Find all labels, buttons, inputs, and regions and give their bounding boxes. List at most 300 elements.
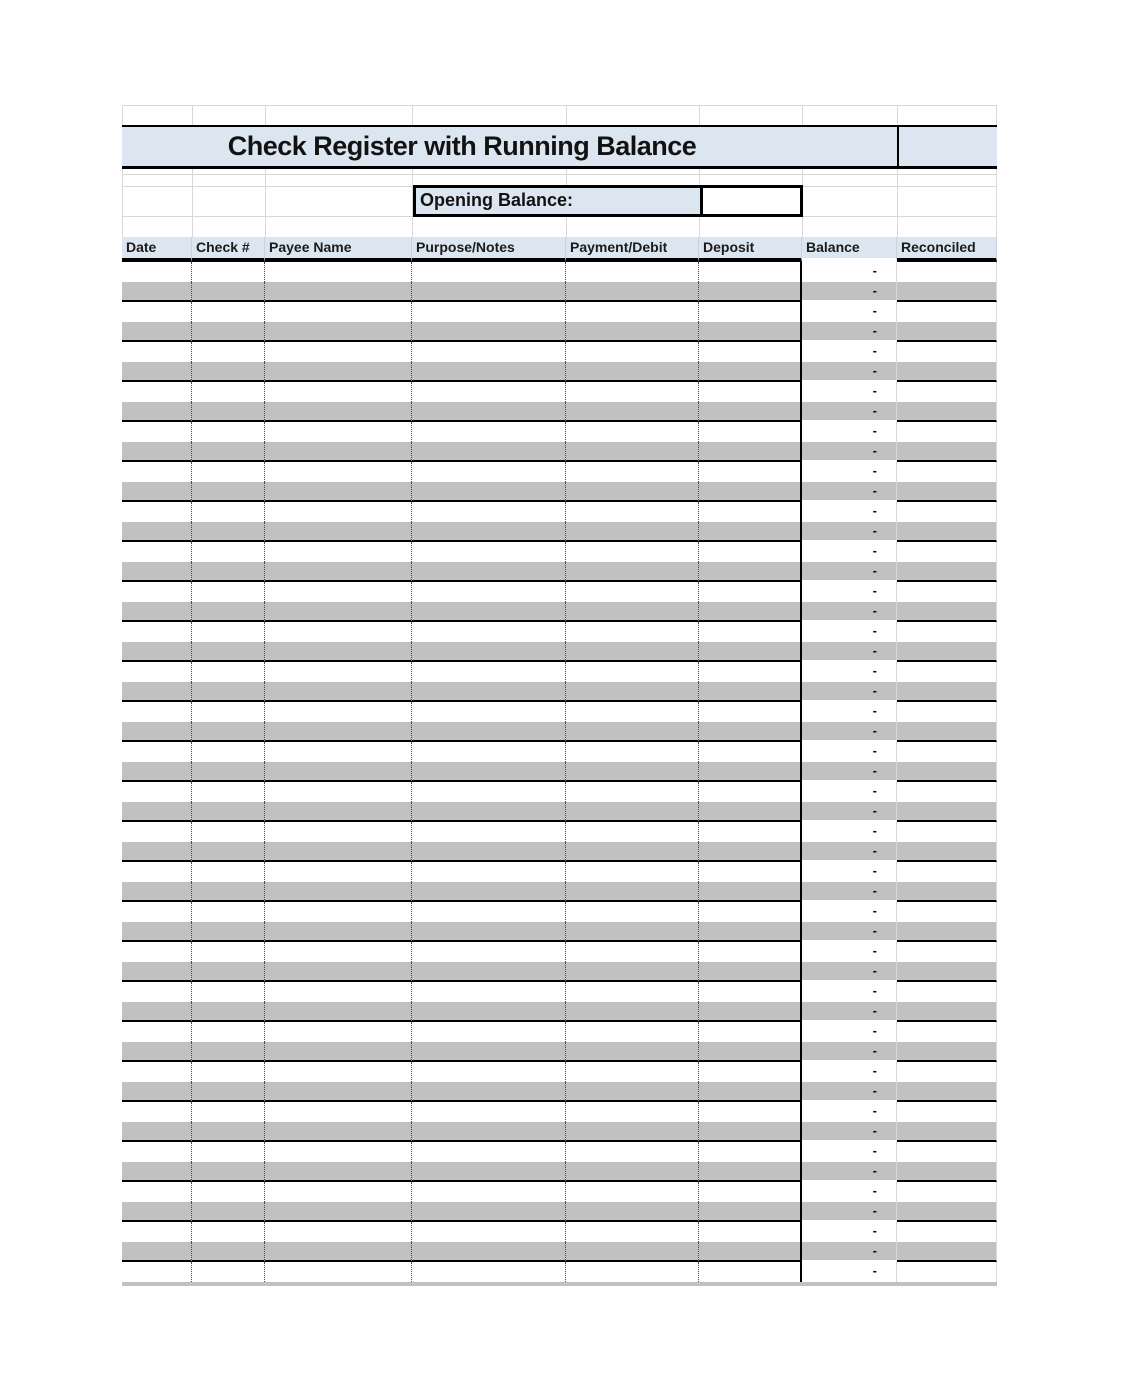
- cell-check_no[interactable]: [192, 1162, 265, 1182]
- cell-purpose[interactable]: [412, 1142, 566, 1162]
- cell-payment[interactable]: [566, 342, 699, 362]
- cell-payment[interactable]: [566, 1042, 699, 1062]
- cell-reconciled[interactable]: [897, 842, 997, 862]
- cell-date[interactable]: [122, 1002, 192, 1022]
- cell-purpose[interactable]: [412, 502, 566, 522]
- cell-balance[interactable]: -: [802, 1102, 897, 1122]
- cell-reconciled[interactable]: [897, 262, 997, 282]
- cell-reconciled[interactable]: [897, 1042, 997, 1062]
- cell-date[interactable]: [122, 762, 192, 782]
- cell-date[interactable]: [122, 382, 192, 402]
- cell-deposit[interactable]: [699, 742, 802, 762]
- cell-purpose[interactable]: [412, 882, 566, 902]
- cell-balance[interactable]: -: [802, 882, 897, 902]
- cell-reconciled[interactable]: [897, 622, 997, 642]
- cell-date[interactable]: [122, 422, 192, 442]
- cell-payee[interactable]: [265, 1122, 412, 1142]
- cell-reconciled[interactable]: [897, 1062, 997, 1082]
- cell-date[interactable]: [122, 1082, 192, 1102]
- cell-check_no[interactable]: [192, 1002, 265, 1022]
- cell-balance[interactable]: -: [802, 322, 897, 342]
- cell-purpose[interactable]: [412, 402, 566, 422]
- cell-purpose[interactable]: [412, 722, 566, 742]
- cell-payee[interactable]: [265, 282, 412, 302]
- cell-check_no[interactable]: [192, 262, 265, 282]
- cell-deposit[interactable]: [699, 942, 802, 962]
- cell-payment[interactable]: [566, 1242, 699, 1262]
- cell-reconciled[interactable]: [897, 322, 997, 342]
- cell-reconciled[interactable]: [897, 1222, 997, 1242]
- cell-balance[interactable]: -: [802, 1162, 897, 1182]
- cell-payment[interactable]: [566, 442, 699, 462]
- cell-check_no[interactable]: [192, 802, 265, 822]
- cell-payee[interactable]: [265, 502, 412, 522]
- cell-deposit[interactable]: [699, 902, 802, 922]
- cell-purpose[interactable]: [412, 1082, 566, 1102]
- cell-payment[interactable]: [566, 542, 699, 562]
- cell-date[interactable]: [122, 1122, 192, 1142]
- cell-reconciled[interactable]: [897, 662, 997, 682]
- cell-balance[interactable]: -: [802, 1202, 897, 1222]
- cell-payee[interactable]: [265, 462, 412, 482]
- cell-deposit[interactable]: [699, 462, 802, 482]
- cell-date[interactable]: [122, 402, 192, 422]
- cell-check_no[interactable]: [192, 902, 265, 922]
- cell-payment[interactable]: [566, 1202, 699, 1222]
- cell-deposit[interactable]: [699, 702, 802, 722]
- cell-payment[interactable]: [566, 1002, 699, 1022]
- cell-purpose[interactable]: [412, 1162, 566, 1182]
- cell-purpose[interactable]: [412, 1182, 566, 1202]
- cell-payee[interactable]: [265, 1022, 412, 1042]
- cell-deposit[interactable]: [699, 522, 802, 542]
- cell-reconciled[interactable]: [897, 382, 997, 402]
- cell-balance[interactable]: -: [802, 1242, 897, 1262]
- cell-payee[interactable]: [265, 802, 412, 822]
- cell-payee[interactable]: [265, 622, 412, 642]
- cell-deposit[interactable]: [699, 502, 802, 522]
- cell-payee[interactable]: [265, 722, 412, 742]
- cell-deposit[interactable]: [699, 1182, 802, 1202]
- cell-payment[interactable]: [566, 582, 699, 602]
- cell-balance[interactable]: -: [802, 1262, 897, 1282]
- cell-balance[interactable]: -: [802, 1022, 897, 1042]
- cell-payee[interactable]: [265, 682, 412, 702]
- cell-purpose[interactable]: [412, 1062, 566, 1082]
- cell-check_no[interactable]: [192, 962, 265, 982]
- cell-payment[interactable]: [566, 742, 699, 762]
- cell-purpose[interactable]: [412, 602, 566, 622]
- opening-balance-input[interactable]: [703, 188, 800, 214]
- cell-balance[interactable]: -: [802, 622, 897, 642]
- cell-payment[interactable]: [566, 322, 699, 342]
- cell-balance[interactable]: -: [802, 862, 897, 882]
- cell-check_no[interactable]: [192, 842, 265, 862]
- cell-date[interactable]: [122, 362, 192, 382]
- cell-payee[interactable]: [265, 742, 412, 762]
- cell-purpose[interactable]: [412, 982, 566, 1002]
- cell-deposit[interactable]: [699, 382, 802, 402]
- cell-deposit[interactable]: [699, 1062, 802, 1082]
- cell-purpose[interactable]: [412, 902, 566, 922]
- cell-date[interactable]: [122, 982, 192, 1002]
- cell-deposit[interactable]: [699, 1082, 802, 1102]
- cell-purpose[interactable]: [412, 862, 566, 882]
- cell-deposit[interactable]: [699, 622, 802, 642]
- cell-payee[interactable]: [265, 1082, 412, 1102]
- cell-payment[interactable]: [566, 1082, 699, 1102]
- cell-payee[interactable]: [265, 542, 412, 562]
- cell-purpose[interactable]: [412, 562, 566, 582]
- cell-check_no[interactable]: [192, 322, 265, 342]
- cell-reconciled[interactable]: [897, 982, 997, 1002]
- cell-payee[interactable]: [265, 762, 412, 782]
- cell-date[interactable]: [122, 282, 192, 302]
- cell-balance[interactable]: -: [802, 1142, 897, 1162]
- cell-payee[interactable]: [265, 842, 412, 862]
- cell-payee[interactable]: [265, 1102, 412, 1122]
- cell-purpose[interactable]: [412, 822, 566, 842]
- cell-payee[interactable]: [265, 782, 412, 802]
- cell-reconciled[interactable]: [897, 422, 997, 442]
- cell-balance[interactable]: -: [802, 462, 897, 482]
- cell-date[interactable]: [122, 342, 192, 362]
- cell-payment[interactable]: [566, 762, 699, 782]
- cell-payee[interactable]: [265, 1042, 412, 1062]
- cell-check_no[interactable]: [192, 762, 265, 782]
- cell-check_no[interactable]: [192, 1022, 265, 1042]
- cell-purpose[interactable]: [412, 1222, 566, 1242]
- cell-date[interactable]: [122, 662, 192, 682]
- cell-purpose[interactable]: [412, 462, 566, 482]
- cell-payment[interactable]: [566, 722, 699, 742]
- cell-balance[interactable]: -: [802, 1062, 897, 1082]
- cell-balance[interactable]: -: [802, 282, 897, 302]
- cell-payee[interactable]: [265, 422, 412, 442]
- cell-purpose[interactable]: [412, 542, 566, 562]
- cell-purpose[interactable]: [412, 302, 566, 322]
- cell-check_no[interactable]: [192, 302, 265, 322]
- cell-reconciled[interactable]: [897, 362, 997, 382]
- cell-payee[interactable]: [265, 402, 412, 422]
- cell-payee[interactable]: [265, 702, 412, 722]
- cell-payment[interactable]: [566, 1162, 699, 1182]
- cell-reconciled[interactable]: [897, 442, 997, 462]
- cell-payee[interactable]: [265, 882, 412, 902]
- cell-payee[interactable]: [265, 1062, 412, 1082]
- cell-deposit[interactable]: [699, 1262, 802, 1282]
- cell-deposit[interactable]: [699, 882, 802, 902]
- cell-reconciled[interactable]: [897, 1122, 997, 1142]
- cell-check_no[interactable]: [192, 782, 265, 802]
- cell-date[interactable]: [122, 802, 192, 822]
- cell-check_no[interactable]: [192, 362, 265, 382]
- cell-deposit[interactable]: [699, 1042, 802, 1062]
- cell-balance[interactable]: -: [802, 1042, 897, 1062]
- cell-deposit[interactable]: [699, 842, 802, 862]
- cell-purpose[interactable]: [412, 662, 566, 682]
- cell-payment[interactable]: [566, 882, 699, 902]
- cell-date[interactable]: [122, 602, 192, 622]
- cell-deposit[interactable]: [699, 922, 802, 942]
- cell-payment[interactable]: [566, 862, 699, 882]
- cell-payee[interactable]: [265, 902, 412, 922]
- cell-payee[interactable]: [265, 1142, 412, 1162]
- cell-payee[interactable]: [265, 942, 412, 962]
- cell-payee[interactable]: [265, 262, 412, 282]
- cell-check_no[interactable]: [192, 942, 265, 962]
- cell-payment[interactable]: [566, 1182, 699, 1202]
- cell-date[interactable]: [122, 822, 192, 842]
- cell-check_no[interactable]: [192, 1262, 265, 1282]
- cell-check_no[interactable]: [192, 702, 265, 722]
- cell-purpose[interactable]: [412, 922, 566, 942]
- cell-check_no[interactable]: [192, 502, 265, 522]
- cell-check_no[interactable]: [192, 682, 265, 702]
- cell-check_no[interactable]: [192, 562, 265, 582]
- cell-deposit[interactable]: [699, 962, 802, 982]
- cell-deposit[interactable]: [699, 262, 802, 282]
- cell-payment[interactable]: [566, 262, 699, 282]
- cell-reconciled[interactable]: [897, 1002, 997, 1022]
- cell-date[interactable]: [122, 502, 192, 522]
- cell-check_no[interactable]: [192, 402, 265, 422]
- cell-date[interactable]: [122, 1202, 192, 1222]
- cell-payment[interactable]: [566, 822, 699, 842]
- cell-purpose[interactable]: [412, 782, 566, 802]
- cell-balance[interactable]: -: [802, 902, 897, 922]
- cell-balance[interactable]: -: [802, 562, 897, 582]
- cell-deposit[interactable]: [699, 1142, 802, 1162]
- cell-deposit[interactable]: [699, 282, 802, 302]
- cell-date[interactable]: [122, 1022, 192, 1042]
- cell-purpose[interactable]: [412, 702, 566, 722]
- cell-deposit[interactable]: [699, 442, 802, 462]
- cell-purpose[interactable]: [412, 1102, 566, 1122]
- cell-balance[interactable]: -: [802, 722, 897, 742]
- cell-check_no[interactable]: [192, 442, 265, 462]
- cell-purpose[interactable]: [412, 442, 566, 462]
- cell-date[interactable]: [122, 522, 192, 542]
- cell-balance[interactable]: -: [802, 402, 897, 422]
- cell-reconciled[interactable]: [897, 1162, 997, 1182]
- cell-payee[interactable]: [265, 362, 412, 382]
- cell-date[interactable]: [122, 622, 192, 642]
- cell-purpose[interactable]: [412, 322, 566, 342]
- cell-balance[interactable]: -: [802, 842, 897, 862]
- cell-check_no[interactable]: [192, 1102, 265, 1122]
- cell-date[interactable]: [122, 1262, 192, 1282]
- cell-date[interactable]: [122, 942, 192, 962]
- cell-payment[interactable]: [566, 1222, 699, 1242]
- cell-reconciled[interactable]: [897, 782, 997, 802]
- cell-check_no[interactable]: [192, 382, 265, 402]
- cell-reconciled[interactable]: [897, 1142, 997, 1162]
- cell-balance[interactable]: -: [802, 442, 897, 462]
- cell-balance[interactable]: -: [802, 382, 897, 402]
- cell-deposit[interactable]: [699, 1102, 802, 1122]
- cell-payee[interactable]: [265, 442, 412, 462]
- cell-reconciled[interactable]: [897, 602, 997, 622]
- cell-date[interactable]: [122, 922, 192, 942]
- cell-deposit[interactable]: [699, 362, 802, 382]
- cell-payee[interactable]: [265, 342, 412, 362]
- cell-balance[interactable]: -: [802, 582, 897, 602]
- cell-reconciled[interactable]: [897, 762, 997, 782]
- cell-payment[interactable]: [566, 902, 699, 922]
- cell-payment[interactable]: [566, 642, 699, 662]
- cell-deposit[interactable]: [699, 562, 802, 582]
- cell-balance[interactable]: -: [802, 1002, 897, 1022]
- cell-date[interactable]: [122, 1182, 192, 1202]
- cell-reconciled[interactable]: [897, 802, 997, 822]
- cell-purpose[interactable]: [412, 362, 566, 382]
- cell-deposit[interactable]: [699, 302, 802, 322]
- cell-balance[interactable]: -: [802, 542, 897, 562]
- cell-deposit[interactable]: [699, 1242, 802, 1262]
- cell-deposit[interactable]: [699, 422, 802, 442]
- cell-payment[interactable]: [566, 602, 699, 622]
- cell-purpose[interactable]: [412, 622, 566, 642]
- cell-check_no[interactable]: [192, 1062, 265, 1082]
- cell-deposit[interactable]: [699, 862, 802, 882]
- cell-date[interactable]: [122, 702, 192, 722]
- cell-payee[interactable]: [265, 1222, 412, 1242]
- cell-date[interactable]: [122, 482, 192, 502]
- cell-deposit[interactable]: [699, 402, 802, 422]
- cell-reconciled[interactable]: [897, 402, 997, 422]
- cell-date[interactable]: [122, 842, 192, 862]
- cell-reconciled[interactable]: [897, 902, 997, 922]
- cell-payee[interactable]: [265, 582, 412, 602]
- cell-balance[interactable]: -: [802, 502, 897, 522]
- cell-check_no[interactable]: [192, 862, 265, 882]
- cell-payment[interactable]: [566, 662, 699, 682]
- cell-balance[interactable]: -: [802, 782, 897, 802]
- cell-payment[interactable]: [566, 1062, 699, 1082]
- cell-date[interactable]: [122, 322, 192, 342]
- cell-balance[interactable]: -: [802, 922, 897, 942]
- cell-check_no[interactable]: [192, 1222, 265, 1242]
- cell-date[interactable]: [122, 1062, 192, 1082]
- cell-payment[interactable]: [566, 462, 699, 482]
- cell-balance[interactable]: -: [802, 662, 897, 682]
- cell-deposit[interactable]: [699, 1022, 802, 1042]
- cell-purpose[interactable]: [412, 942, 566, 962]
- cell-payee[interactable]: [265, 962, 412, 982]
- cell-payee[interactable]: [265, 1242, 412, 1262]
- cell-balance[interactable]: -: [802, 522, 897, 542]
- cell-reconciled[interactable]: [897, 482, 997, 502]
- cell-balance[interactable]: -: [802, 982, 897, 1002]
- cell-date[interactable]: [122, 722, 192, 742]
- cell-payment[interactable]: [566, 562, 699, 582]
- cell-check_no[interactable]: [192, 1082, 265, 1102]
- cell-payee[interactable]: [265, 982, 412, 1002]
- cell-payment[interactable]: [566, 422, 699, 442]
- cell-deposit[interactable]: [699, 482, 802, 502]
- cell-payment[interactable]: [566, 482, 699, 502]
- cell-deposit[interactable]: [699, 1122, 802, 1142]
- cell-payment[interactable]: [566, 962, 699, 982]
- cell-payee[interactable]: [265, 382, 412, 402]
- cell-payment[interactable]: [566, 1262, 699, 1282]
- cell-check_no[interactable]: [192, 922, 265, 942]
- cell-deposit[interactable]: [699, 1162, 802, 1182]
- cell-payee[interactable]: [265, 922, 412, 942]
- cell-deposit[interactable]: [699, 782, 802, 802]
- cell-purpose[interactable]: [412, 262, 566, 282]
- cell-deposit[interactable]: [699, 682, 802, 702]
- cell-payment[interactable]: [566, 502, 699, 522]
- cell-balance[interactable]: -: [802, 422, 897, 442]
- cell-purpose[interactable]: [412, 842, 566, 862]
- cell-purpose[interactable]: [412, 522, 566, 542]
- cell-balance[interactable]: -: [802, 342, 897, 362]
- cell-deposit[interactable]: [699, 722, 802, 742]
- cell-deposit[interactable]: [699, 822, 802, 842]
- cell-balance[interactable]: -: [802, 762, 897, 782]
- cell-balance[interactable]: -: [802, 1182, 897, 1202]
- cell-reconciled[interactable]: [897, 722, 997, 742]
- cell-deposit[interactable]: [699, 602, 802, 622]
- cell-reconciled[interactable]: [897, 1262, 997, 1282]
- cell-reconciled[interactable]: [897, 962, 997, 982]
- cell-purpose[interactable]: [412, 1042, 566, 1062]
- cell-check_no[interactable]: [192, 282, 265, 302]
- cell-deposit[interactable]: [699, 762, 802, 782]
- cell-reconciled[interactable]: [897, 862, 997, 882]
- cell-balance[interactable]: -: [802, 482, 897, 502]
- cell-date[interactable]: [122, 462, 192, 482]
- cell-check_no[interactable]: [192, 1242, 265, 1262]
- cell-payment[interactable]: [566, 362, 699, 382]
- cell-payment[interactable]: [566, 702, 699, 722]
- cell-check_no[interactable]: [192, 602, 265, 622]
- cell-payment[interactable]: [566, 302, 699, 322]
- cell-payment[interactable]: [566, 522, 699, 542]
- cell-balance[interactable]: -: [802, 602, 897, 622]
- cell-purpose[interactable]: [412, 802, 566, 822]
- cell-payment[interactable]: [566, 1142, 699, 1162]
- cell-payee[interactable]: [265, 1202, 412, 1222]
- cell-reconciled[interactable]: [897, 1242, 997, 1262]
- cell-payee[interactable]: [265, 822, 412, 842]
- cell-deposit[interactable]: [699, 1202, 802, 1222]
- cell-balance[interactable]: -: [802, 1082, 897, 1102]
- cell-check_no[interactable]: [192, 882, 265, 902]
- cell-payment[interactable]: [566, 682, 699, 702]
- cell-payee[interactable]: [265, 522, 412, 542]
- cell-balance[interactable]: -: [802, 742, 897, 762]
- cell-payment[interactable]: [566, 622, 699, 642]
- cell-deposit[interactable]: [699, 662, 802, 682]
- cell-date[interactable]: [122, 962, 192, 982]
- cell-date[interactable]: [122, 862, 192, 882]
- cell-check_no[interactable]: [192, 1042, 265, 1062]
- cell-payment[interactable]: [566, 402, 699, 422]
- cell-check_no[interactable]: [192, 1202, 265, 1222]
- cell-date[interactable]: [122, 442, 192, 462]
- cell-purpose[interactable]: [412, 1022, 566, 1042]
- cell-reconciled[interactable]: [897, 502, 997, 522]
- cell-balance[interactable]: -: [802, 1122, 897, 1142]
- cell-check_no[interactable]: [192, 1122, 265, 1142]
- cell-payee[interactable]: [265, 602, 412, 622]
- cell-check_no[interactable]: [192, 542, 265, 562]
- cell-purpose[interactable]: [412, 422, 566, 442]
- cell-deposit[interactable]: [699, 982, 802, 1002]
